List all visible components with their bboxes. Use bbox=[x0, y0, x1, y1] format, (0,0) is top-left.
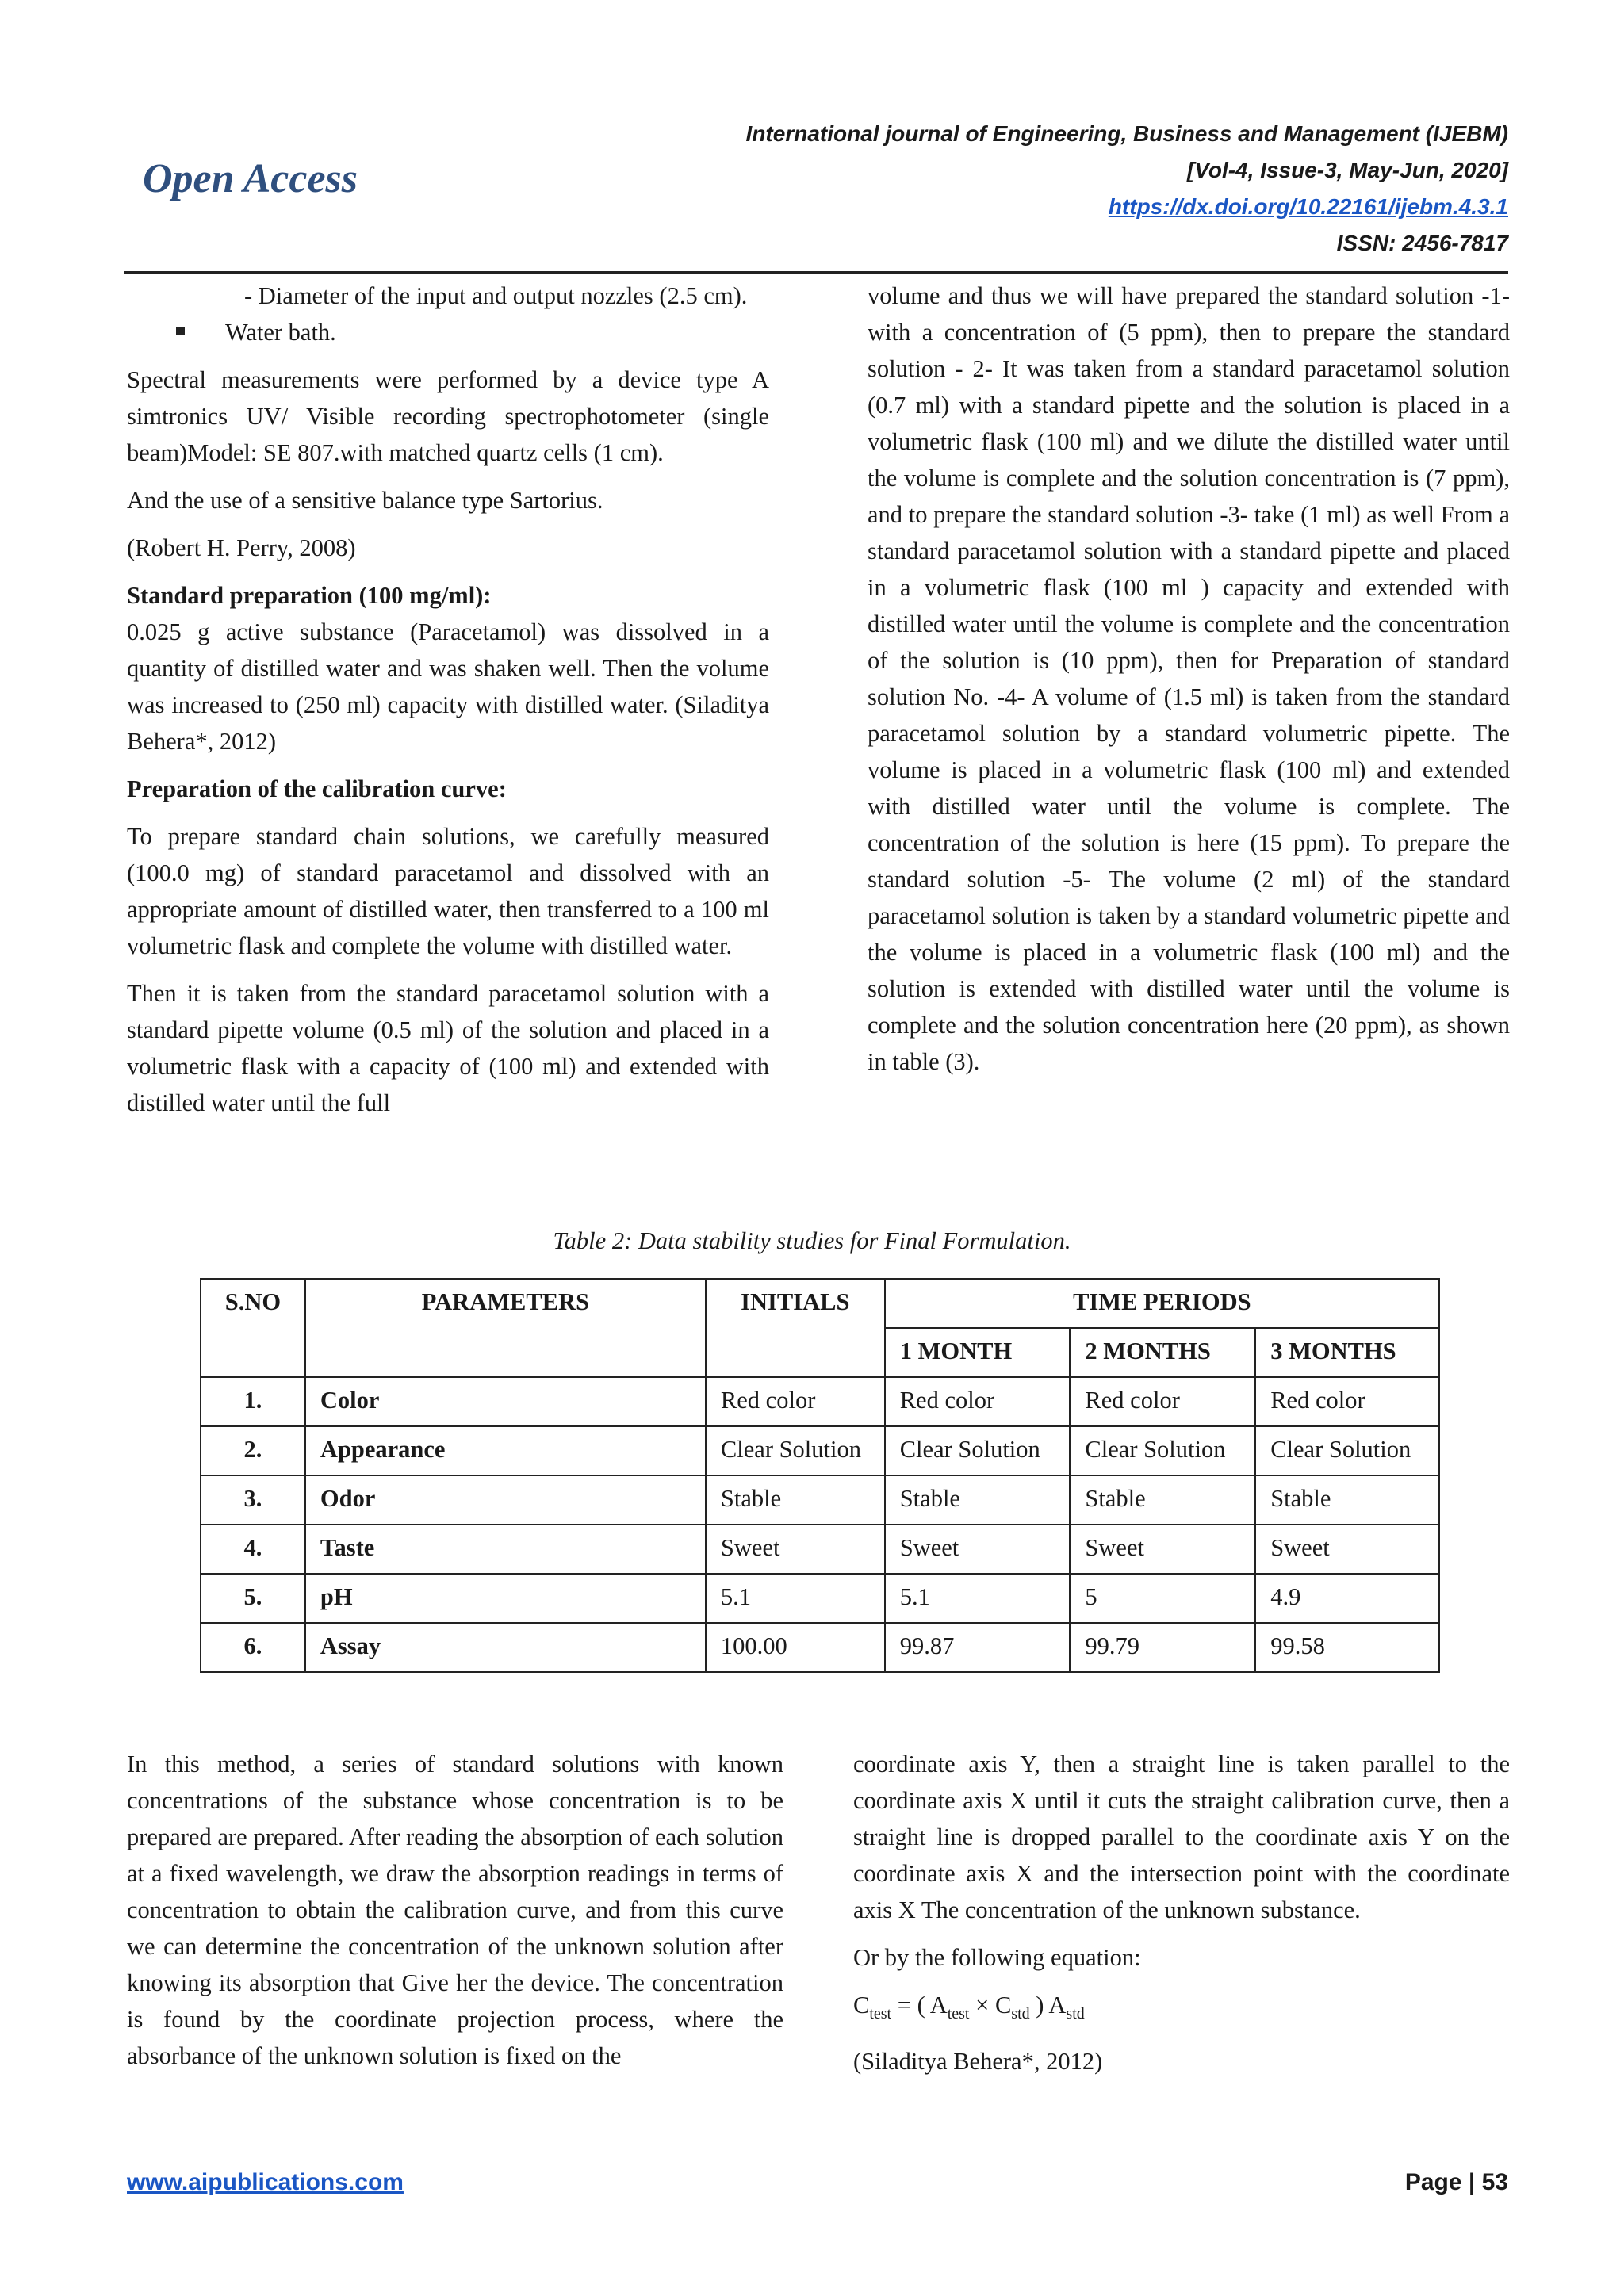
table-row bbox=[201, 1377, 1439, 1426]
right-column-top bbox=[868, 277, 1510, 1091]
section-heading: Standard preparation (100 mg/ml): bbox=[127, 582, 492, 609]
header-parameters: PARAMETERS bbox=[305, 1279, 706, 1377]
citation: (Siladitya Behera*, 2012) bbox=[853, 2048, 1103, 2076]
cell-month-2: 5 bbox=[1070, 1574, 1255, 1623]
cell-initial: 5.1 bbox=[706, 1574, 885, 1623]
paragraph: And the use of a sensitive balance type Sartorius. bbox=[127, 487, 603, 514]
publisher-website-link[interactable]: www.aipublications.com bbox=[127, 2169, 404, 2195]
paragraph: In this method, a series of standard solutions with known concentrations of the substance whose concentration is to be prepared are prepared. After reading the absorption of each solution at a fixed wavelength, we draw the absorption readings in terms of concentration to obtain the calibration curve, and from this curve we can determine the concentration of the unknown solution after knowing its absorption that Give her the device. The concentration is found by the coordinate projection process, where the absorbance of the unknown solution is fixed on the bbox=[127, 1751, 783, 2069]
header-initials: INITIALS bbox=[706, 1279, 885, 1377]
paragraph: Then it is taken from the standard paracetamol solution with a standard pipette volume (0.5 ml) of the solution and placed in a volumetric flask with a capacity of (100 ml) and extended with distilled water until the full bbox=[127, 980, 769, 1116]
cell-month-1: Sweet bbox=[885, 1525, 1071, 1574]
cell-initial: Red color bbox=[706, 1377, 885, 1426]
cell-month-3: 99.58 bbox=[1255, 1623, 1439, 1672]
cell-month-1: 5.1 bbox=[885, 1574, 1071, 1623]
cell-sno: 4. bbox=[201, 1525, 305, 1574]
bullet-list-item bbox=[127, 314, 769, 350]
left-column-top bbox=[127, 277, 769, 1132]
cell-sno: 1. bbox=[201, 1377, 305, 1426]
table-row bbox=[201, 1623, 1439, 1672]
header-divider bbox=[124, 271, 1508, 274]
cell-param: Taste bbox=[305, 1525, 706, 1574]
header-2-months: 2 MONTHS bbox=[1070, 1328, 1255, 1377]
stability-table bbox=[200, 1278, 1440, 1673]
paragraph: Or by the following equation: bbox=[853, 1944, 1141, 1971]
paragraph: volume and thus we will have prepared the standard solution -1- with a concentration of (5 ppm), then to prepare the standard solution - 2- It was taken from a standard paracetamol solution (0.7 ml) with a standard pipette and the solution is placed in a volumetric flask (100 ml) and we dilute the distilled water until the volume is complete and the solution concentration is (7 ppm), and to prepare the standard solution -3- take (1 ml) as well From a standard paracetamol solution with a standard pipette and placed in a volumetric flask (100 ml ) capacity and extended with distilled water until the volume is complete and the concentration of the solution is (10 ppm), then for Preparation of standard solution No. -4- A volume of (1.5 ml) is taken from the standard paracetamol solution by a standard volumetric pipette. The volume is placed in a volumetric flask (100 ml) and extended with distilled water until the volume is complete. The concentration of the solution is here (15 ppm). To prepare the standard solution -5- The volume (2 ml) of the standard paracetamol solution is taken by a standard volumetric pipette and the volume is placed in a volumetric flask (100 ml) and the solution is extended with distilled water until the volume is complete and the solution concentration here (20 ppm), as shown in table (3). bbox=[868, 282, 1510, 1075]
cell-sno: 3. bbox=[201, 1475, 305, 1525]
table-row bbox=[201, 1525, 1439, 1574]
cell-sno: 2. bbox=[201, 1426, 305, 1475]
header-sno: S.NO bbox=[201, 1279, 305, 1377]
cell-param: Color bbox=[305, 1377, 706, 1426]
journal-header bbox=[557, 116, 1508, 262]
cell-month-1: Clear Solution bbox=[885, 1426, 1071, 1475]
right-column-bottom bbox=[853, 1746, 1510, 2091]
table-caption: Table 2: Data stability studies for Final Formulation. bbox=[553, 1227, 1071, 1254]
table-row bbox=[201, 1574, 1439, 1623]
cell-initial: Sweet bbox=[706, 1525, 885, 1574]
equation: $C_{test}$ = ( $A_{test} \times C_{std}$ ) $A_{std}$ bbox=[853, 1992, 1085, 2023]
journal-issn: ISSN: 2456-7817 bbox=[1336, 231, 1508, 255]
journal-volume: [Vol-4, Issue-3, May-Jun, 2020] bbox=[1186, 158, 1508, 182]
left-column-bottom bbox=[127, 1746, 783, 2085]
cell-sno: 6. bbox=[201, 1623, 305, 1672]
cell-param: Appearance bbox=[305, 1426, 706, 1475]
paragraph: Spectral measurements were performed by a device type A simtronics UV/ Visible recording spectrophotometer (single beam)Model: SE 807.with matched quartz cells (1 cm). bbox=[127, 366, 769, 466]
header-1-month: 1 MONTH bbox=[885, 1328, 1071, 1377]
bullet-text: Water bath. bbox=[225, 319, 336, 346]
citation: (Robert H. Perry, 2008) bbox=[127, 534, 356, 561]
cell-param: pH bbox=[305, 1574, 706, 1623]
square-bullet-icon bbox=[176, 327, 185, 335]
cell-month-1: Red color bbox=[885, 1377, 1071, 1426]
cell-month-3: Sweet bbox=[1255, 1525, 1439, 1574]
open-access-label: Open Access bbox=[143, 156, 358, 201]
cell-month-2: Clear Solution bbox=[1070, 1426, 1255, 1475]
section-heading: Preparation of the calibration curve: bbox=[127, 775, 507, 802]
cell-month-2: Stable bbox=[1070, 1475, 1255, 1525]
cell-month-2: Sweet bbox=[1070, 1525, 1255, 1574]
table-header-row bbox=[201, 1279, 1439, 1328]
cell-month-2: Red color bbox=[1070, 1377, 1255, 1426]
doi-link[interactable]: https://dx.doi.org/10.22161/ijebm.4.3.1 bbox=[1108, 194, 1508, 219]
cell-initial: Stable bbox=[706, 1475, 885, 1525]
journal-title: International journal of Engineering, Business and Management (IJEBM) bbox=[745, 121, 1508, 146]
paragraph: To prepare standard chain solutions, we carefully measured (100.0 mg) of standard paracetamol and dissolved with an appropriate amount of distilled water, then transferred to a 100 ml volumetric flask and complete the volume with distilled water. bbox=[127, 823, 769, 959]
cell-month-3: Clear Solution bbox=[1255, 1426, 1439, 1475]
table-row bbox=[201, 1475, 1439, 1525]
cell-month-3: Red color bbox=[1255, 1377, 1439, 1426]
page-number: Page | 53 bbox=[1404, 2169, 1508, 2195]
cell-month-3: 4.9 bbox=[1255, 1574, 1439, 1623]
table-row bbox=[201, 1426, 1439, 1475]
cell-month-2: 99.79 bbox=[1070, 1623, 1255, 1672]
cell-initial: 100.00 bbox=[706, 1623, 885, 1672]
cell-sno: 5. bbox=[201, 1574, 305, 1623]
paragraph: 0.025 g active substance (Paracetamol) was dissolved in a quantity of distilled water and was shaken well. Then the volume was increased to (250 ml) capacity with distilled water. (Siladitya Behera*, 2012) bbox=[127, 618, 769, 755]
header-time-periods: TIME PERIODS bbox=[885, 1279, 1439, 1328]
cell-param: Odor bbox=[305, 1475, 706, 1525]
header-3-months: 3 MONTHS bbox=[1255, 1328, 1439, 1377]
cell-month-3: Stable bbox=[1255, 1475, 1439, 1525]
cell-param: Assay bbox=[305, 1623, 706, 1672]
cell-month-1: 99.87 bbox=[885, 1623, 1071, 1672]
dash-list-item: - Diameter of the input and output nozzles (2.5 cm). bbox=[244, 282, 748, 309]
cell-month-1: Stable bbox=[885, 1475, 1071, 1525]
cell-initial: Clear Solution bbox=[706, 1426, 885, 1475]
paragraph: coordinate axis Y, then a straight line is taken parallel to the coordinate axis X until it cuts the straight calibration curve, then a straight line is dropped parallel to the coordinate axis Y on the coordinate axis X and the intersection point with the coordinate axis X The concentration of the unknown substance. bbox=[853, 1751, 1510, 1923]
